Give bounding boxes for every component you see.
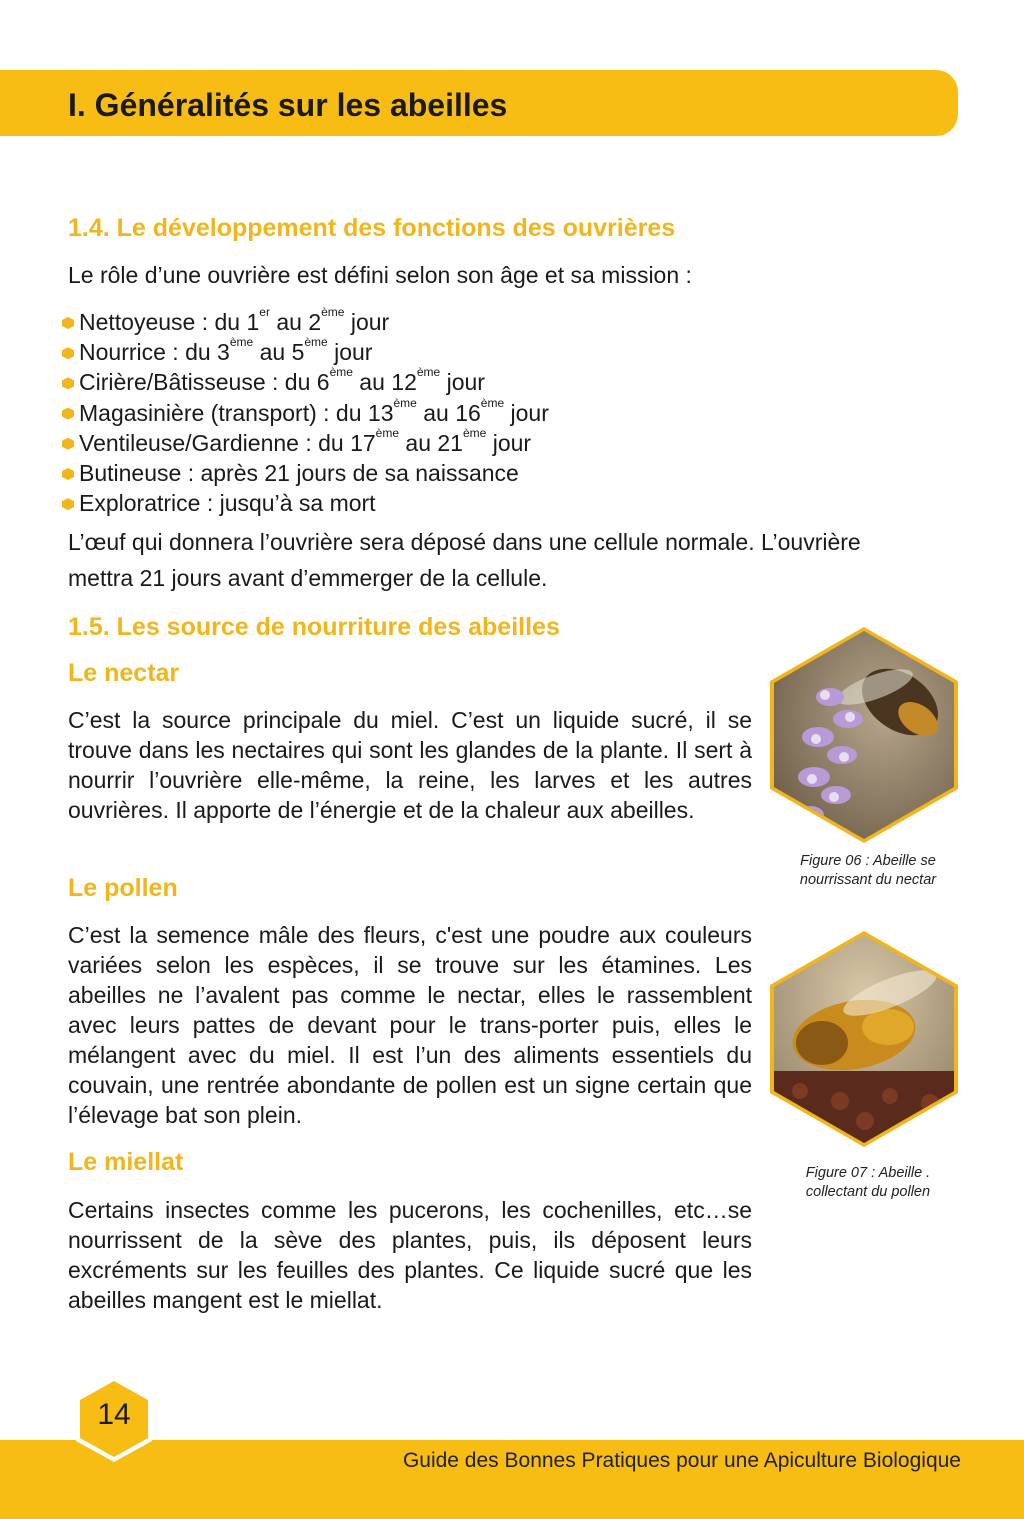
closing-line-2: mettra 21 jours avant d’emmerger de la cellule. [68, 565, 548, 591]
figure-06-caption: Figure 06 : Abeille se nourrissant du nectar [799, 853, 937, 888]
section-heading-1-4: 1.4. Le développement des fonctions des ouvrières [68, 214, 676, 242]
hexagon-bullet-icon [62, 438, 74, 450]
subheading-pollen: Le pollen [68, 874, 178, 902]
bee-collecting-pollen-image [770, 931, 958, 1147]
figure-07-caption: Figure 07 : Abeille . collectant du pollen [805, 1165, 931, 1200]
section-intro: Le rôle d’une ouvrière est défini selon son âge et sa mission : [68, 262, 692, 288]
hexagon-bullet-icon [62, 468, 74, 480]
list-item: Nourrice : du 3ème au 5ème jour [60, 337, 549, 367]
closing-line-1: L’œuf qui donnera l’ouvrière sera déposé dans une cellule normale. L’ouvrière [68, 529, 861, 555]
hexagon-bullet-icon [62, 408, 74, 420]
worker-roles-list [60, 307, 549, 518]
miellat-paragraph: Certains insectes comme les pucerons, les cochenilles, etc…se nourrissent de la sève des plantes, puis, ils déposent leurs excréments sur les feuilles des plantes. Ce liquide sucré que les abeilles mangent est le miellat. [68, 1197, 752, 1313]
nectar-paragraph: C’est la source principale du miel. C’est un liquide sucré, il se trouve dans les nectaires qui sont les glandes de la plante. Il sert à nourrir l’ouvrière elle-même, la reine, les larves et les autres ouvrières. Il apporte de l’énergie et de la chaleur aux abeilles. [68, 707, 752, 823]
closing-paragraph [68, 524, 861, 596]
section-heading-1-5: 1.5. Les source de nourriture des abeilles [68, 613, 560, 641]
hexagon-bullet-icon [62, 498, 74, 510]
hexagon-bullet-icon [62, 377, 74, 389]
hexagon-bullet-icon [62, 347, 74, 359]
list-item: Butineuse : après 21 jours de sa naissance [60, 458, 549, 488]
chapter-title: I. Généralités sur les abeilles [68, 87, 508, 123]
guide-title: Guide des Bonnes Pratiques pour une Apiculture Biologique [402, 1449, 961, 1472]
page-number: 14 [97, 1398, 131, 1431]
pollen-paragraph: C’est la semence mâle des fleurs, c'est une poudre aux couleurs variées selon les espèces, il se trouve sur les étamines. Les abeilles ne l’avalent pas comme le nectar, elles le rassemblent avec leurs pattes de devant pour le trans-porter puis, elles le mélangent avec du miel. Il est l’un des aliments essentiels du couvain, une rentrée abondante de pollen est un signe certain que l’élevage bat son plein. [68, 922, 752, 1128]
bee-on-lavender-image [770, 627, 958, 843]
list-item: Cirière/Bâtisseuse : du 6ème au 12ème jour [60, 367, 549, 397]
list-item: Nettoyeuse : du 1er au 2ème jour [60, 307, 549, 337]
list-item: Magasinière (transport) : du 13ème au 16ème jour [60, 398, 549, 428]
list-item: Exploratrice : jusqu’à sa mort [60, 488, 549, 518]
subheading-nectar: Le nectar [68, 659, 180, 687]
subheading-miellat: Le miellat [68, 1148, 184, 1176]
hexagon-bullet-icon [62, 317, 74, 329]
list-item: Ventileuse/Gardienne : du 17ème au 21ème jour [60, 428, 549, 458]
